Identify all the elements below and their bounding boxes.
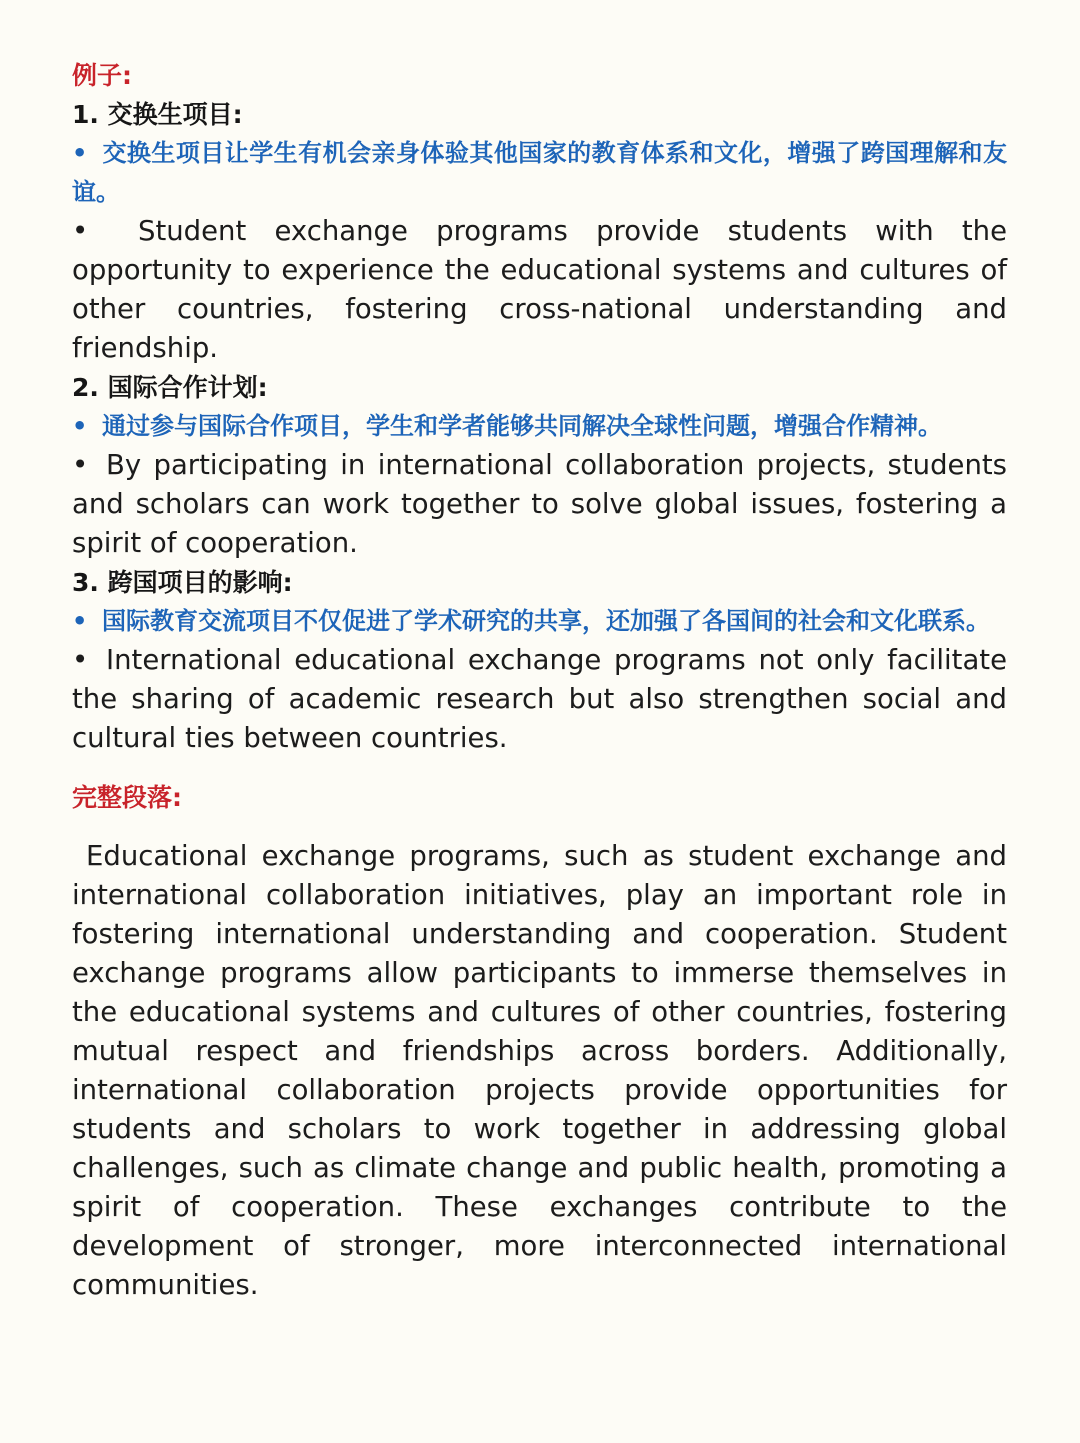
spacer	[72, 817, 1007, 837]
bullet: •	[72, 449, 89, 481]
english-text	[72, 446, 1007, 563]
english-text	[72, 641, 1007, 758]
item-title: 3. 跨国项目的影响:	[72, 568, 293, 597]
spacer	[72, 758, 1007, 778]
document-page	[72, 56, 1007, 1305]
example-item-3	[72, 563, 1007, 758]
english-sentence: Student exchange programs provide students with the opportunity to experience the educational systems and cultures of other countries, fostering cross-national understanding and friendship.	[72, 215, 1007, 364]
full-paragraph: Educational exchange programs, such as student exchange and international collaboration initiatives, play an important role in fostering international understanding and cooperation. Student exchange programs allow participants to immerse themselves in the educational systems and cultures of other countries, fostering mutual respect and friendships across borders. Additionally, international collaboration projects provide opportunities for students and scholars to work together in addressing global challenges, such as climate change and public health, promoting a spirit of cooperation. These exchanges contribute to the development of stronger, more interconnected international communities.	[72, 840, 1007, 1301]
bullet: •	[72, 215, 89, 247]
chinese-text	[72, 407, 1007, 446]
chinese-sentence: 交换生项目让学生有机会亲身体验其他国家的教育体系和文化，增强了跨国理解和友谊。	[72, 139, 1007, 206]
example-item-2	[72, 368, 1007, 563]
bullet: •	[72, 607, 88, 635]
bullet: •	[72, 412, 88, 440]
bullet: •	[72, 644, 89, 676]
examples-heading: 例子:	[72, 61, 132, 90]
item-title: 2. 国际合作计划:	[72, 373, 268, 402]
item-title: 1. 交换生项目:	[72, 100, 243, 129]
chinese-sentence: 通过参与国际合作项目，学生和学者能够共同解决全球性问题，增强合作精神。	[102, 412, 942, 440]
chinese-sentence: 国际教育交流项目不仅促进了学术研究的共享，还加强了各国间的社会和文化联系。	[102, 607, 990, 635]
paragraph-heading: 完整段落:	[72, 783, 182, 812]
english-text	[72, 212, 1007, 368]
english-sentence: International educational exchange programs not only facilitate the sharing of academic research but also strengthen social and cultural ties between countries.	[72, 644, 1007, 754]
bullet: •	[72, 139, 88, 167]
chinese-text	[72, 134, 1007, 212]
example-item-1	[72, 95, 1007, 368]
english-sentence: By participating in international collaboration projects, students and scholars can work together to solve global issues, fostering a spirit of cooperation.	[72, 449, 1007, 559]
chinese-text	[72, 602, 1007, 641]
